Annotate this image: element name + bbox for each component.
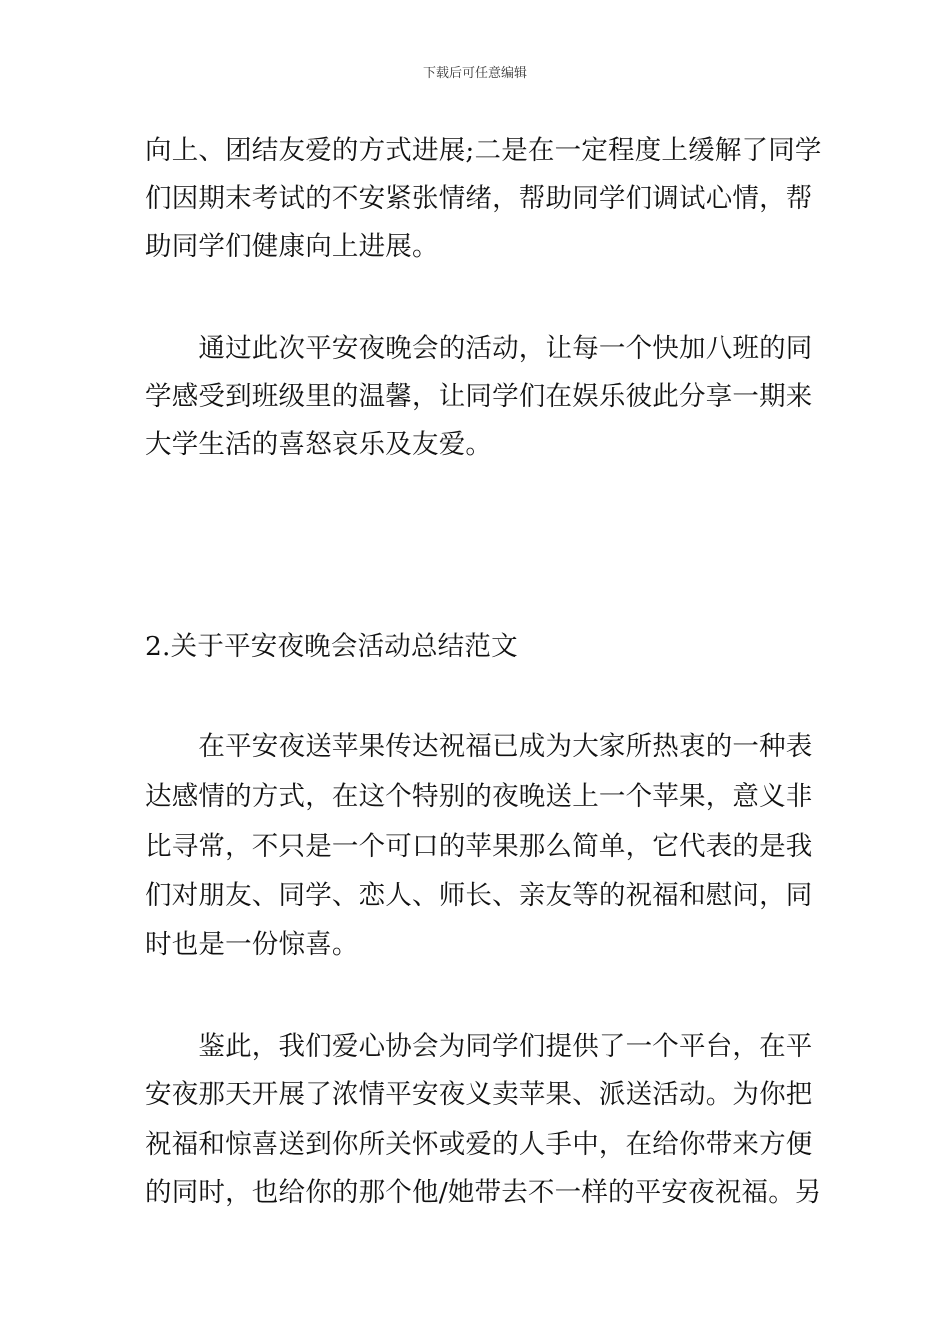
section-heading: 2.关于平安夜晚会活动总结范文 bbox=[145, 631, 518, 662]
paragraph-line: 鉴此，我们爱心协会为同学们提供了一个平台，在平 bbox=[145, 1031, 813, 1062]
paragraph-line: 比寻常，不只是一个可口的苹果那么简单，它代表的是我 bbox=[145, 831, 813, 862]
paragraph-line: 们因期末考试的不安紧张情绪，帮助同学们调试心情，帮 bbox=[145, 183, 813, 214]
paragraph-line: 们对朋友、同学、恋人、师长、亲友等的祝福和慰问，同 bbox=[145, 880, 813, 911]
paragraph-line: 时也是一份惊喜。 bbox=[145, 929, 359, 960]
paragraph-line: 向上、团结友爱的方式进展;二是在一定程度上缓解了同学 bbox=[145, 135, 822, 166]
paragraph-line: 的同时，也给你的那个他/她带去不一样的平安夜祝福。另 bbox=[145, 1177, 822, 1208]
paragraph-line: 安夜那天开展了浓情平安夜义卖苹果、派送活动。为你把 bbox=[145, 1079, 813, 1110]
paragraph-line: 学感受到班级里的温馨，让同学们在娱乐彼此分享一期来 bbox=[145, 381, 813, 412]
paragraph-line: 大学生活的喜怒哀乐及友爱。 bbox=[145, 429, 493, 460]
paragraph-line: 通过此次平安夜晚会的活动，让每一个快加八班的同 bbox=[145, 333, 813, 364]
paragraph-line: 达感情的方式，在这个特别的夜晚送上一个苹果，意义非 bbox=[145, 781, 813, 812]
paragraph-line: 祝福和惊喜送到你所关怀或爱的人手中，在给你带来方便 bbox=[145, 1129, 813, 1160]
paragraph-line: 助同学们健康向上进展。 bbox=[145, 231, 439, 262]
paragraph-line: 在平安夜送苹果传达祝福已成为大家所热衷的一种表 bbox=[145, 731, 813, 762]
page-header: 下载后可任意编辑 bbox=[422, 66, 527, 81]
